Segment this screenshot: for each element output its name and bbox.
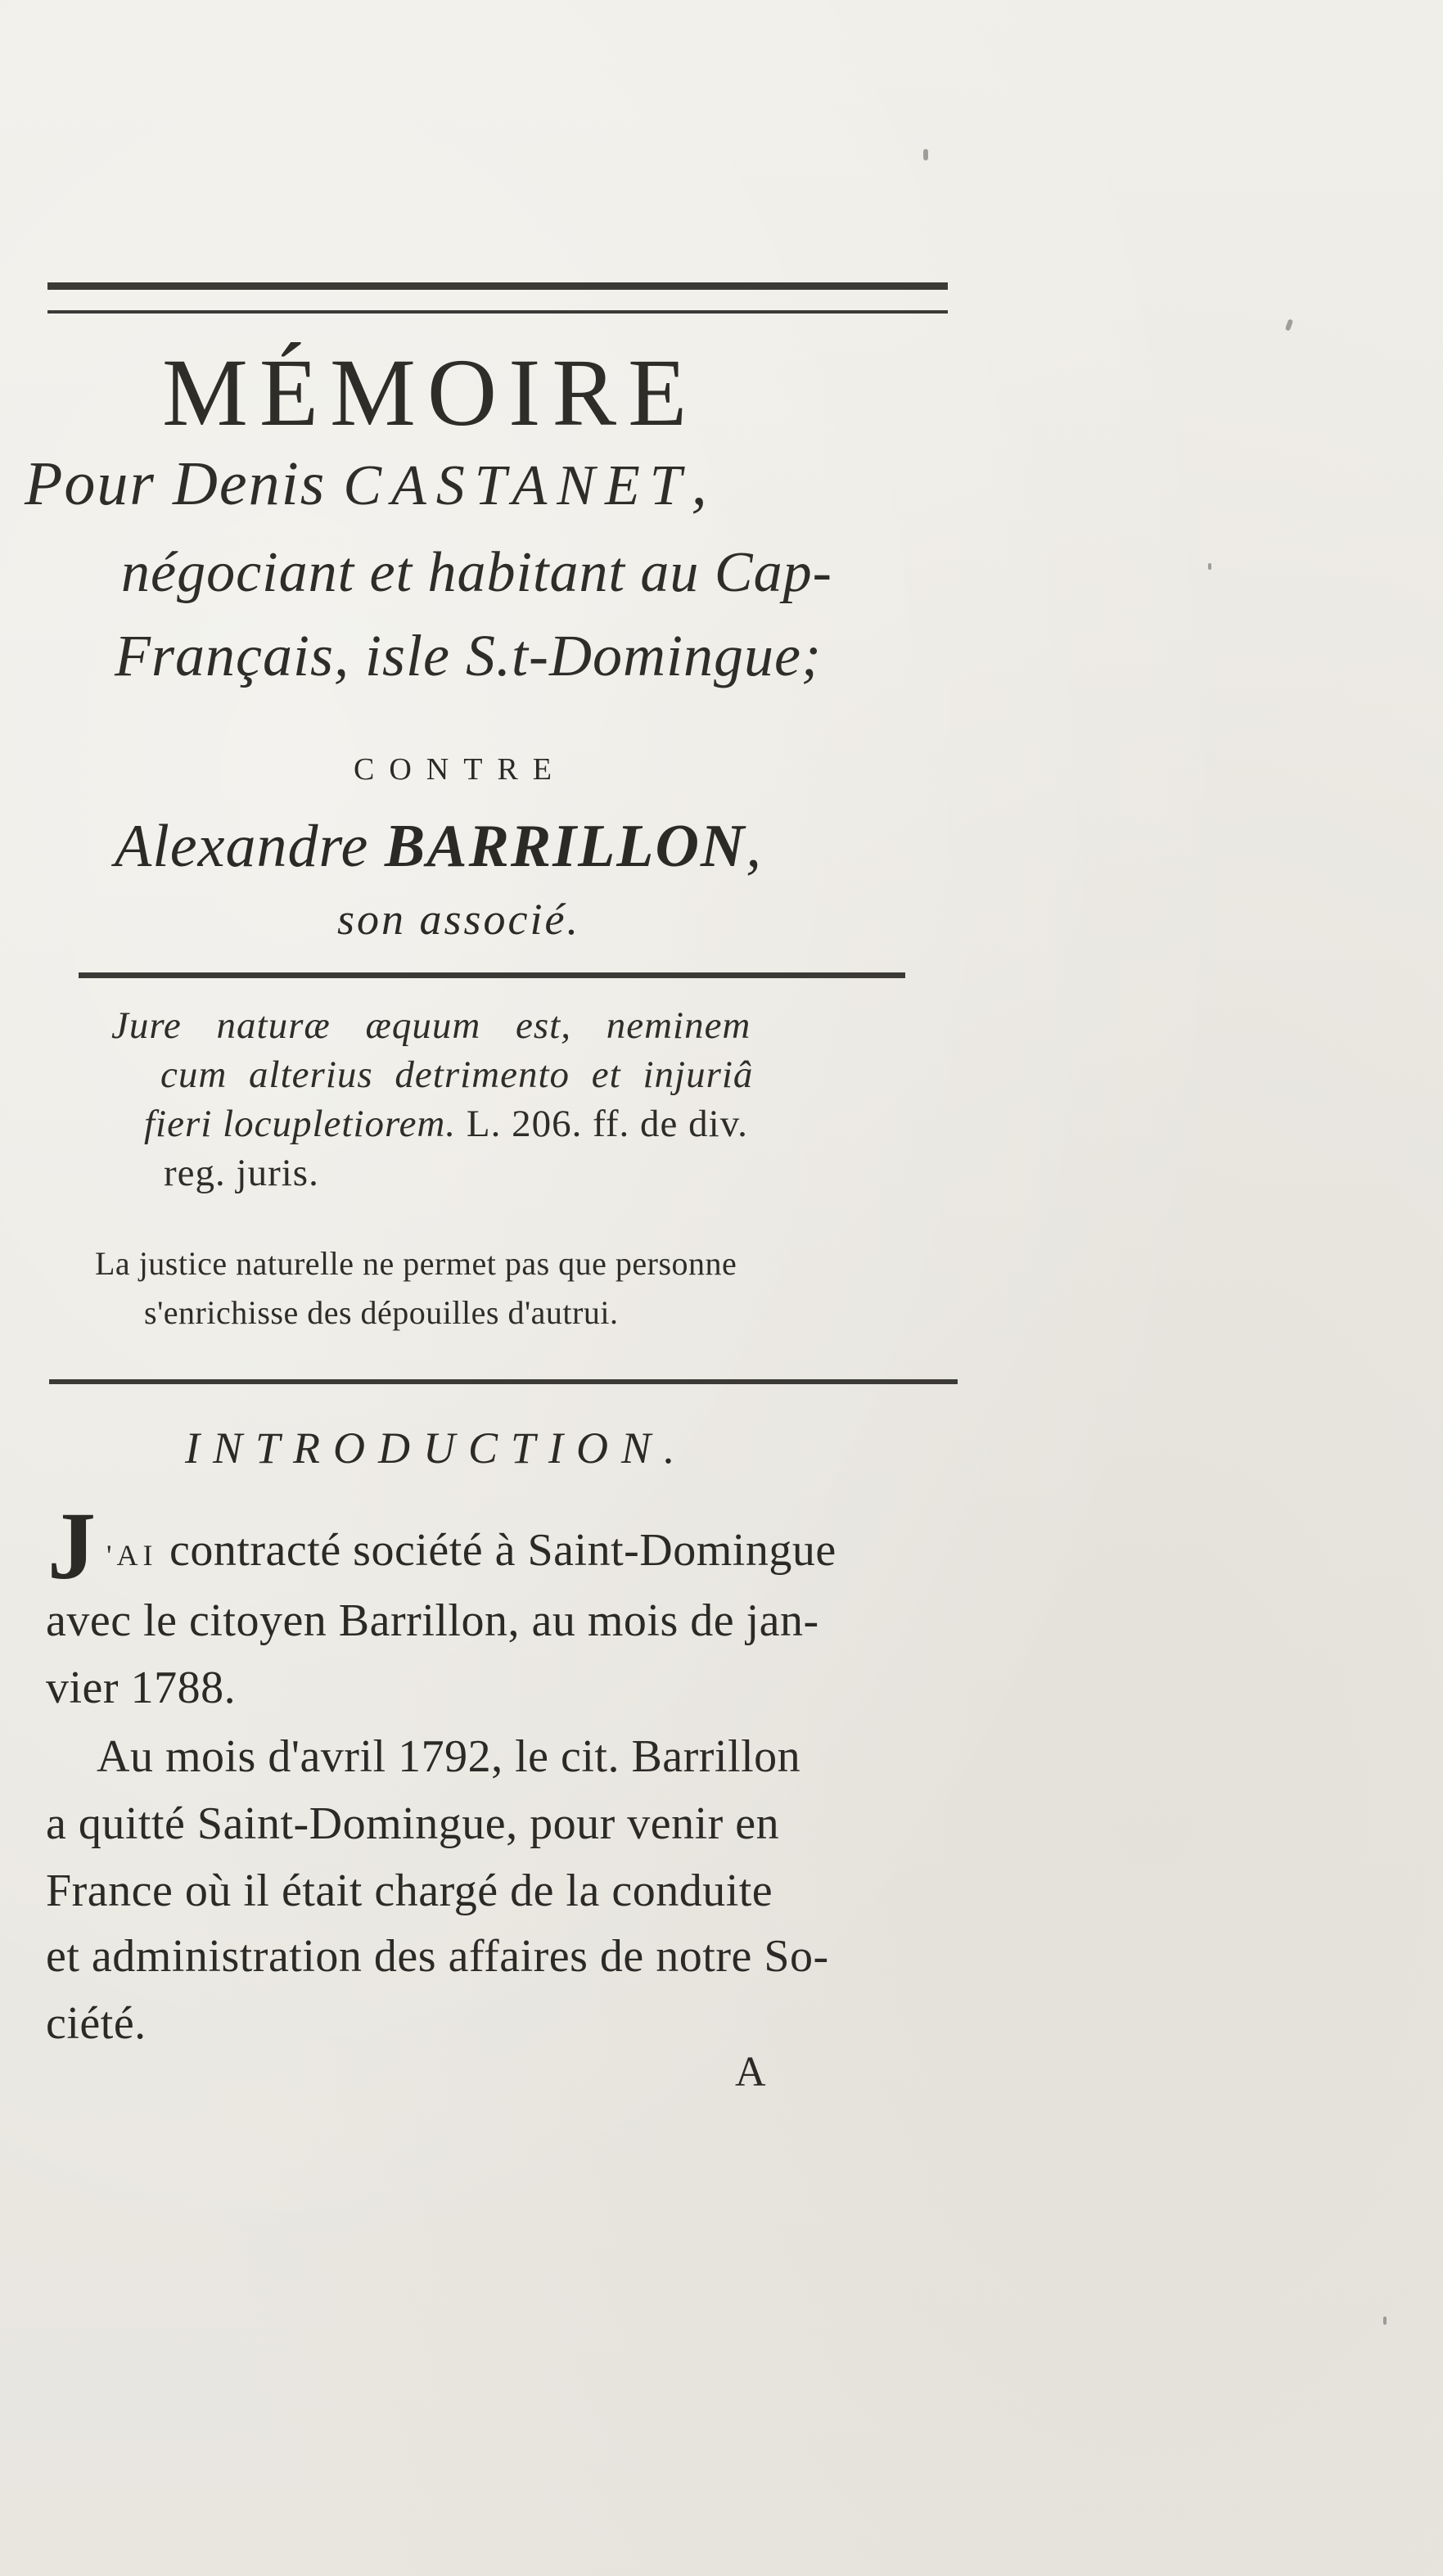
- epigraph-rule: [79, 972, 905, 978]
- body-line-3: vier 1788.: [46, 1662, 237, 1713]
- body-line-2: avec le citoyen Barrillon, au mois de jan-: [46, 1595, 819, 1646]
- epigraph-line-3: [144, 1102, 748, 1146]
- place-line: Français, isle S.t-Domingue;: [115, 623, 822, 688]
- paper-speck: [923, 149, 928, 160]
- paper-speck: [1383, 2317, 1387, 2325]
- epigraph-line-4: reg. juris.: [164, 1152, 319, 1194]
- author-prefix: Pour Denis: [25, 449, 327, 518]
- paper-speck: [1208, 563, 1211, 570]
- opponent-role: son associé.: [337, 895, 580, 944]
- opponent-suffix: ,: [746, 813, 762, 880]
- paper-speck: [1285, 318, 1293, 331]
- translation-line-1: La justice naturelle ne permet pas que personne: [95, 1245, 737, 1282]
- translation-line-2: s'enrichisse des dépouilles d'autrui.: [144, 1294, 619, 1331]
- document-title: MÉMOIRE: [162, 339, 699, 446]
- top-rule-thin: [47, 310, 948, 314]
- epigraph-citation: L. 206. ff. de div.: [456, 1103, 748, 1145]
- contre-label: CONTRE: [354, 752, 566, 787]
- body-line-4: Au mois d'avril 1792, le cit. Barrillon: [97, 1731, 801, 1782]
- body-line-7: et administration des affaires de notre So-: [46, 1931, 829, 1982]
- body-line-1-smallcaps: 'AI: [106, 1539, 158, 1572]
- author-suffix: ,: [691, 449, 709, 518]
- author-line: [25, 449, 709, 520]
- body-line-1-rest: contracté société à Saint-Domingue: [157, 1525, 836, 1576]
- drop-cap: J: [47, 1492, 96, 1599]
- opponent-line: [115, 812, 762, 882]
- opponent-last-name: BARRILLON: [384, 813, 746, 880]
- opponent-first-name: Alexandre: [115, 813, 369, 880]
- occupation-line: négociant et habitant au Cap-: [121, 541, 832, 604]
- body-line-1: [106, 1524, 836, 1577]
- section-rule: [49, 1379, 958, 1384]
- epigraph-line-2: cum alterius detrimento et injuriâ: [160, 1053, 754, 1096]
- body-line-6: France où il était chargé de la conduite: [46, 1865, 773, 1916]
- epigraph-line-1: Jure naturæ æquum est, neminem: [111, 1004, 751, 1047]
- section-heading: INTRODUCTION.: [185, 1423, 688, 1473]
- top-rule-thick: [47, 282, 948, 290]
- epigraph-line-3-italic: fieri locupletiorem.: [144, 1103, 457, 1145]
- signature-mark: A: [735, 2049, 768, 2096]
- author-name: CASTANET: [343, 454, 692, 517]
- body-line-8: ciété.: [46, 1998, 147, 2049]
- body-line-5: a quitté Saint-Domingue, pour venir en: [46, 1798, 780, 1849]
